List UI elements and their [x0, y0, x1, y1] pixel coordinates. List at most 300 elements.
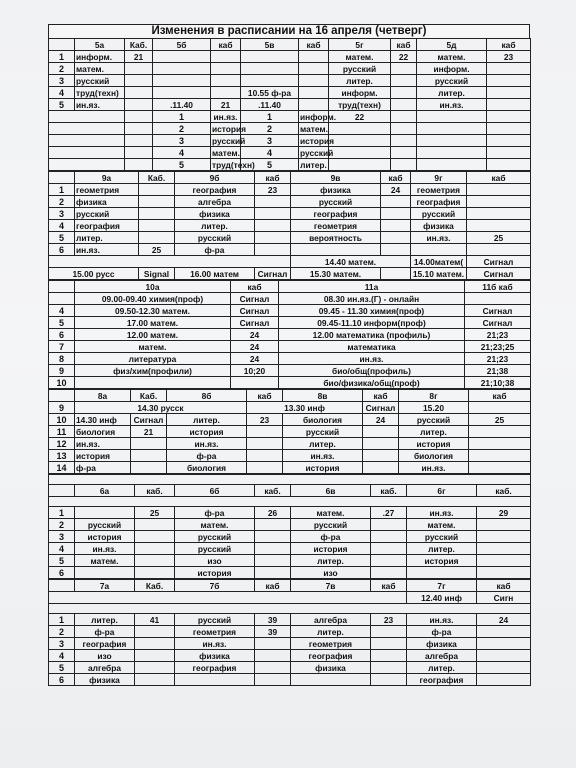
cell — [135, 555, 175, 567]
cell — [255, 220, 291, 232]
table-row — [49, 317, 531, 329]
lesson-number: 6 — [49, 329, 75, 341]
cell: 21;23 — [465, 353, 531, 365]
cell — [125, 63, 153, 75]
cell: информ. — [75, 51, 125, 63]
cell: 15.10 матем. — [411, 268, 467, 280]
table-row — [49, 614, 531, 626]
cell: 21;23 — [465, 329, 531, 341]
lesson-number: 8 — [49, 353, 75, 365]
cell: 3 — [241, 135, 299, 147]
lesson-number: 3 — [49, 638, 75, 650]
cell: 09.45 - 11.30 химия(проф) — [279, 305, 465, 317]
cell — [467, 244, 531, 256]
cell — [299, 51, 329, 63]
table-row — [49, 414, 531, 426]
cell: история — [75, 531, 135, 543]
header-cell: 6в — [291, 485, 371, 497]
header-cell: 10а — [75, 281, 231, 293]
cell — [211, 63, 241, 75]
cell: русский — [175, 232, 255, 244]
cell: география — [175, 184, 255, 196]
cell: русский — [407, 531, 477, 543]
cell: ин.яз. — [279, 353, 465, 365]
cell — [175, 674, 255, 686]
cell — [477, 674, 531, 686]
cell: алгебра — [407, 650, 477, 662]
schedule-table-8 — [48, 389, 531, 474]
cell — [125, 99, 153, 111]
header-cell: 5г — [329, 39, 391, 51]
lesson-number: 6 — [49, 567, 75, 579]
header-cell: каб. — [371, 485, 407, 497]
cell: Сигнал — [467, 256, 531, 268]
cell: литер. — [283, 438, 363, 450]
cell — [135, 567, 175, 579]
cell: 09.00-09.40 химия(проф) — [75, 293, 231, 305]
cell: 12.00 матем. — [75, 329, 231, 341]
cell: литер. — [407, 543, 477, 555]
cell — [329, 123, 391, 135]
table-row — [49, 519, 531, 531]
cell — [135, 662, 175, 674]
cell — [411, 244, 467, 256]
cell — [131, 450, 167, 462]
cell: 26 — [255, 507, 291, 519]
cell — [255, 519, 291, 531]
cell — [255, 196, 291, 208]
table-row — [49, 159, 531, 171]
cell: 2 — [153, 123, 211, 135]
cell: биология — [75, 426, 131, 438]
cell: .27 — [371, 507, 407, 519]
cell — [371, 650, 407, 662]
cell: 23 — [487, 51, 531, 63]
header-cell: 6а — [75, 485, 135, 497]
cell — [371, 543, 407, 555]
table-row — [49, 365, 531, 377]
cell — [477, 626, 531, 638]
lesson-number: 10 — [49, 414, 75, 426]
lesson-number: 9 — [49, 365, 75, 377]
cell: ин.яз. — [75, 438, 131, 450]
cell: информ. — [300, 111, 337, 122]
cell: 25 — [135, 507, 175, 519]
cell: 15.20 — [399, 402, 469, 414]
header-cell: 9б — [175, 172, 255, 184]
table-row — [49, 592, 531, 604]
cell: литер. — [407, 662, 477, 674]
cell: литер. — [291, 626, 371, 638]
cell: Сигнал — [231, 293, 279, 305]
cell: 21 — [211, 99, 241, 111]
cell: физика — [411, 220, 467, 232]
cell: ин.яз. — [75, 99, 125, 111]
cell: матем. — [75, 63, 125, 75]
cell — [371, 567, 407, 579]
header-cell: 5в — [241, 39, 299, 51]
cell: 09.50-12.30 матем. — [75, 305, 231, 317]
cell: 12.40 инф — [407, 592, 477, 604]
header-cell: 7в — [291, 580, 371, 592]
cell: география — [407, 674, 477, 686]
cell: 14.00матем( — [411, 256, 467, 268]
page-title: Изменения в расписании на 16 апреля (четверг) — [48, 24, 530, 38]
header-cell: 11а — [279, 281, 465, 293]
table-row — [49, 184, 531, 196]
lesson-number: 1 — [49, 51, 75, 63]
cell: 2 — [241, 123, 299, 135]
cell: био/физика/общ(проф) — [279, 377, 465, 389]
header-cell: Каб. — [131, 390, 167, 402]
cell — [135, 626, 175, 638]
cell: ин.яз. — [283, 450, 363, 462]
cell: матем. — [212, 147, 240, 158]
cell: ин.яз. — [399, 462, 469, 474]
cell: ин.яз. — [75, 244, 139, 256]
cell: русский — [75, 519, 135, 531]
cell: биология — [399, 450, 469, 462]
cell: Сигнал — [465, 317, 531, 329]
table-row — [49, 543, 531, 555]
cell: Сигнал — [231, 317, 279, 329]
table-row — [49, 87, 531, 99]
cell: алгебра — [175, 196, 255, 208]
cell — [135, 638, 175, 650]
cell: 10.55 ф-ра — [241, 87, 299, 99]
header-cell: каб — [299, 39, 329, 51]
cell: ин.яз. — [407, 614, 477, 626]
cell: география — [75, 638, 135, 650]
cell — [255, 638, 291, 650]
header-cell: каб — [467, 172, 531, 184]
cell — [487, 99, 531, 111]
cell: 21 — [131, 426, 167, 438]
cell: 13.30 инф — [247, 402, 363, 414]
cell — [469, 438, 531, 450]
cell — [467, 220, 531, 232]
table-row — [49, 531, 531, 543]
cell — [329, 147, 391, 159]
cell — [75, 567, 135, 579]
cell — [231, 377, 279, 389]
cell: информ. — [329, 87, 391, 99]
cell: вероятность — [291, 232, 381, 244]
cell: география — [291, 208, 381, 220]
cell: 10;20 — [231, 365, 279, 377]
table-row — [49, 305, 531, 317]
cell — [139, 184, 175, 196]
cell: 21;38 — [465, 365, 531, 377]
cell: Сигнал — [231, 305, 279, 317]
cell — [477, 531, 531, 543]
cell: история — [167, 426, 247, 438]
cell — [363, 438, 399, 450]
schedule-table-5 — [48, 38, 531, 171]
cell — [131, 462, 167, 474]
cell: 39 — [255, 626, 291, 638]
header-cell: 5а — [75, 39, 125, 51]
cell: история — [291, 543, 371, 555]
table-row — [49, 63, 531, 75]
table-header — [49, 580, 531, 592]
cell — [391, 99, 417, 111]
table-row — [49, 147, 531, 159]
cell: русский — [75, 75, 125, 87]
cell: ин.яз. — [167, 438, 247, 450]
cell: география — [291, 650, 371, 662]
cell — [299, 99, 329, 111]
lesson-number — [49, 293, 75, 305]
header-cell: каб — [211, 39, 241, 51]
cell: литер. — [417, 87, 487, 99]
cell — [363, 426, 399, 438]
cell: литер. — [399, 426, 469, 438]
header-cell: каб — [487, 39, 531, 51]
cell — [391, 63, 417, 75]
cell: 5 — [241, 159, 299, 171]
cell — [255, 567, 291, 579]
cell: матем. — [329, 51, 391, 63]
cell: 21;23;25 — [465, 341, 531, 353]
cell — [381, 220, 411, 232]
table-row — [49, 51, 531, 63]
cell: Signal — [139, 268, 175, 280]
table-row — [49, 196, 531, 208]
cell: русский — [75, 208, 139, 220]
cell: ф-ра — [175, 507, 255, 519]
cell: ф-ра — [167, 450, 247, 462]
lesson-number: 5 — [49, 99, 75, 111]
cell — [153, 51, 211, 63]
header-cell: 7а — [75, 580, 135, 592]
header-cell: 8г — [399, 390, 469, 402]
cell: литер. — [329, 75, 391, 87]
table-header — [49, 485, 531, 497]
cell: 29 — [477, 507, 531, 519]
cell — [125, 75, 153, 87]
table-row — [49, 111, 531, 123]
lesson-number: 5 — [49, 232, 75, 244]
cell: 25 — [467, 232, 531, 244]
cell: история — [212, 123, 247, 134]
cell — [135, 519, 175, 531]
cell: физика — [75, 674, 135, 686]
cell — [211, 75, 241, 87]
cell: физика — [175, 208, 255, 220]
cell — [477, 662, 531, 674]
header-cell: 9а — [75, 172, 139, 184]
cell: 4 — [241, 147, 299, 159]
table-row — [49, 75, 531, 87]
cell — [131, 438, 167, 450]
cell — [255, 555, 291, 567]
table-row — [49, 662, 531, 674]
cell — [465, 293, 531, 305]
header-cell: каб — [391, 39, 417, 51]
cell: Сигнал — [131, 414, 167, 426]
cell — [247, 426, 283, 438]
table-row — [49, 220, 531, 232]
table-row — [49, 507, 531, 519]
cell — [469, 450, 531, 462]
cell: география — [75, 220, 139, 232]
lesson-number: 11 — [49, 426, 75, 438]
cell: 41 — [135, 614, 175, 626]
cell: матем. — [417, 51, 487, 63]
cell: матем. — [75, 555, 135, 567]
header-cell: 9в — [291, 172, 381, 184]
cell — [139, 220, 175, 232]
table-header — [49, 281, 531, 293]
table-header — [49, 39, 531, 51]
cell: матем. — [75, 341, 231, 353]
cell: матем. — [407, 519, 477, 531]
cell: алгебра — [291, 614, 371, 626]
table-header — [49, 390, 531, 402]
lesson-number: 13 — [49, 450, 75, 462]
cell — [487, 63, 531, 75]
table-row — [49, 256, 531, 268]
header-cell: 8а — [75, 390, 131, 402]
cell: .11.40 — [153, 99, 211, 111]
cell: физика — [175, 650, 255, 662]
header-cell: 8б — [167, 390, 247, 402]
cell: 22 — [391, 51, 417, 63]
table-row — [49, 123, 531, 135]
lesson-number: 6 — [49, 244, 75, 256]
cell: ин.яз. — [417, 99, 487, 111]
lesson-number: 2 — [49, 63, 75, 75]
header-cell: каб — [371, 580, 407, 592]
lesson-number: 14 — [49, 462, 75, 474]
lesson-number: 1 — [49, 614, 75, 626]
table-row — [49, 567, 531, 579]
cell: 21 — [125, 51, 153, 63]
table-row — [49, 293, 531, 305]
cell — [477, 638, 531, 650]
lesson-number: 4 — [49, 87, 75, 99]
cell: изо — [175, 555, 255, 567]
cell — [291, 674, 371, 686]
cell — [211, 87, 241, 99]
cell: 17.00 матем. — [75, 317, 231, 329]
cell: история — [300, 135, 335, 146]
cell: 23 — [255, 184, 291, 196]
cell: алгебра — [75, 662, 135, 674]
cell: 12.00 математика (профиль) — [279, 329, 465, 341]
lesson-number: 5 — [49, 317, 75, 329]
cell: русский — [291, 519, 371, 531]
cell: био/общ(профиль) — [279, 365, 465, 377]
cell: история — [407, 555, 477, 567]
cell: ин.яз. — [411, 232, 467, 244]
header-cell: каб — [363, 390, 399, 402]
cell: русский — [411, 208, 467, 220]
cell: 09.45-11.10 информ(проф) — [279, 317, 465, 329]
cell: труд(техн) — [212, 159, 255, 170]
cell: 24 — [381, 184, 411, 196]
table-row — [49, 232, 531, 244]
cell: ин.яз. — [407, 507, 477, 519]
cell — [477, 543, 531, 555]
table-row — [49, 402, 531, 414]
cell: 15.30 матем. — [291, 268, 381, 280]
cell: русский — [175, 543, 255, 555]
cell — [381, 196, 411, 208]
cell: геометрия — [291, 220, 381, 232]
cell — [135, 531, 175, 543]
schedule-table-6 — [48, 474, 531, 579]
cell: изо — [75, 650, 135, 662]
cell — [75, 507, 135, 519]
cell: Сигнал — [465, 305, 531, 317]
cell — [371, 638, 407, 650]
cell: 16.00 матем — [175, 268, 255, 280]
cell: ин.яз. — [75, 543, 135, 555]
cell: труд(техн) — [329, 99, 391, 111]
cell: история — [399, 438, 469, 450]
cell: русский — [175, 531, 255, 543]
cell: литер. — [75, 232, 139, 244]
cell — [469, 462, 531, 474]
cell: геометрия — [75, 184, 139, 196]
cell — [255, 662, 291, 674]
header-cell: каб — [255, 172, 291, 184]
cell — [381, 208, 411, 220]
cell — [363, 450, 399, 462]
cell: 24 — [231, 341, 279, 353]
cell: геометрия — [411, 184, 467, 196]
table-row — [49, 650, 531, 662]
cell: биология — [167, 462, 247, 474]
table-header — [49, 172, 531, 184]
cell — [477, 519, 531, 531]
cell — [153, 63, 211, 75]
header-cell: 8в — [283, 390, 363, 402]
cell — [153, 87, 211, 99]
cell — [135, 674, 175, 686]
header-cell: каб — [255, 580, 291, 592]
cell: геометрия — [175, 626, 255, 638]
cell: 23 — [371, 614, 407, 626]
cell: 22 — [329, 111, 391, 123]
cell: ин.яз. — [211, 111, 241, 123]
table-row — [49, 674, 531, 686]
cell: 24 — [231, 353, 279, 365]
cell: русский — [329, 63, 391, 75]
cell: русский — [212, 135, 246, 146]
cell — [255, 244, 291, 256]
cell: физ/хим(профили) — [75, 365, 231, 377]
cell — [381, 244, 411, 256]
cell: 24 — [477, 614, 531, 626]
cell: Сигнал — [363, 402, 399, 414]
cell: литер. — [167, 414, 247, 426]
lesson-number: 12 — [49, 438, 75, 450]
cell: русский — [283, 426, 363, 438]
cell — [371, 555, 407, 567]
cell — [255, 232, 291, 244]
cell — [255, 208, 291, 220]
cell — [371, 519, 407, 531]
header-cell: 5б — [153, 39, 211, 51]
cell — [467, 208, 531, 220]
lesson-number: 4 — [49, 220, 75, 232]
cell: ф-ра — [75, 462, 131, 474]
cell: геометрия — [291, 638, 371, 650]
header-cell: Каб. — [135, 580, 175, 592]
